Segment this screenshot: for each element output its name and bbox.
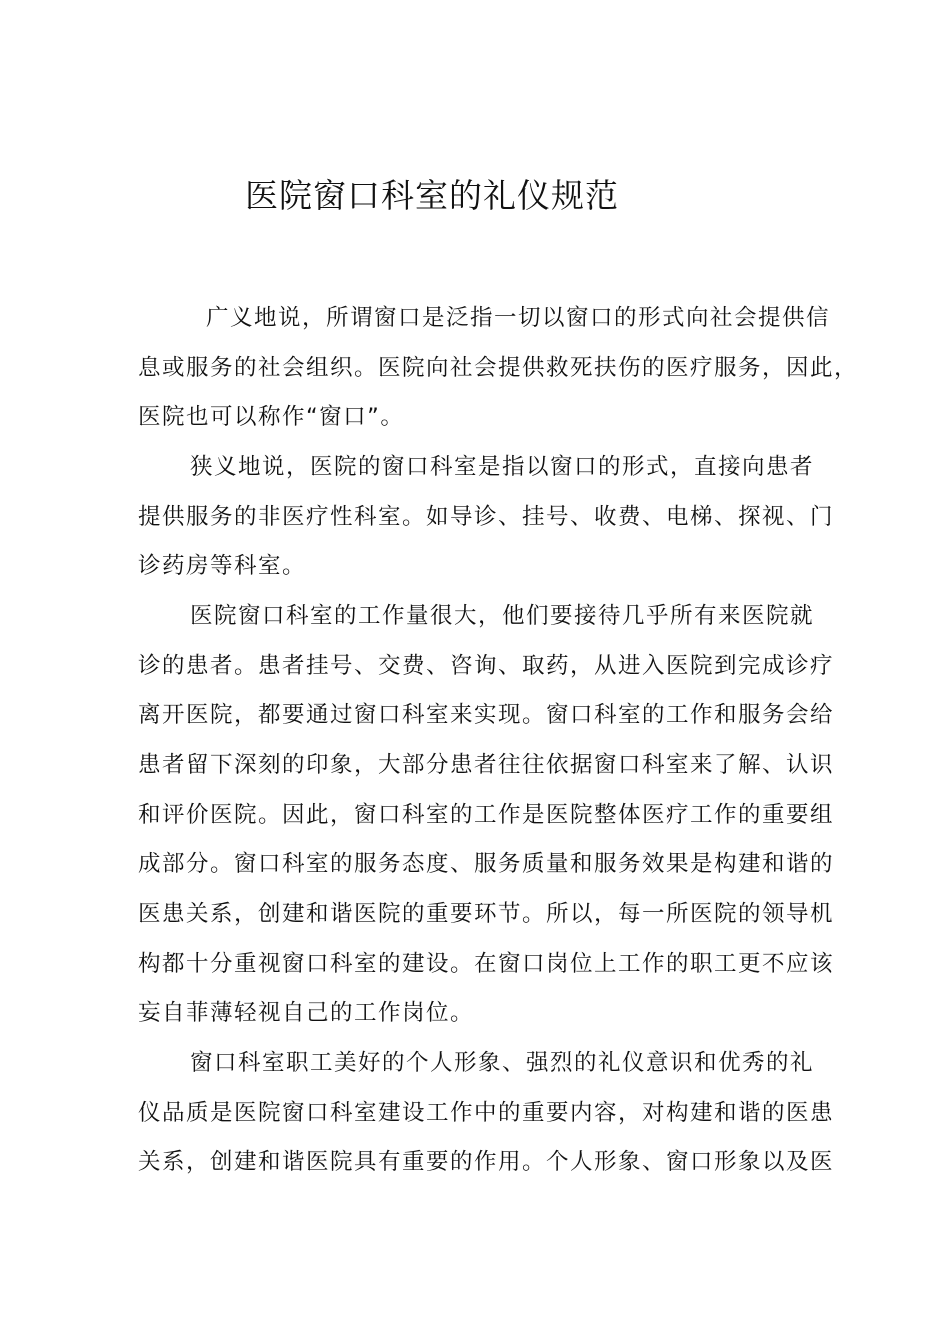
text-line-11: 和评价医院。因此，窗口科室的工作是医院整体医疗工作的重要组 (138, 802, 835, 828)
text-line-15: 妄自菲薄轻视自己的工作岗位。 (138, 1000, 475, 1026)
text-line-10: 患者留下深刻的印象，大部分患者往往依据窗口科室来了解、认识 (138, 752, 835, 778)
text-line-8: 诊的患者。患者挂号、交费、咨询、取药，从进入医院到完成诊疗 (138, 653, 835, 679)
text-line-6: 诊药房等科室。 (138, 553, 307, 579)
text-line-16: 窗口科室职工美好的个人形象、强烈的礼仪意识和优秀的礼 (190, 1050, 815, 1076)
text-line-1: 广义地说，所谓窗口是泛指一切以窗口的形式向社会提供信 (206, 305, 831, 331)
document-title: 医院窗口科室的礼仪规范 (245, 176, 619, 215)
text-line-14: 构都十分重视窗口科室的建设。在窗口岗位上工作的职工更不应该 (138, 951, 835, 977)
text-line-13: 医患关系，创建和谐医院的重要环节。所以，每一所医院的领导机 (138, 901, 835, 927)
text-line-17: 仪品质是医院窗口科室建设工作中的重要内容，对构建和谐的医患 (138, 1100, 835, 1126)
text-line-7: 医院窗口科室的工作量很大，他们要接待几乎所有来医院就 (190, 603, 815, 629)
text-line-9: 离开医院，都要通过窗口科室来实现。窗口科室的工作和服务会给 (138, 702, 835, 728)
text-line-5: 提供服务的非医疗性科室。如导诊、挂号、收费、电梯、探视、门 (138, 504, 835, 530)
text-line-4: 狭义地说，医院的窗口科室是指以窗口的形式，直接向患者 (190, 454, 815, 480)
text-line-12: 成部分。窗口科室的服务态度、服务质量和服务效果是构建和谐的 (138, 851, 835, 877)
text-line-2: 息或服务的社会组织。医院向社会提供救死扶伤的医疗服务，因此， (138, 355, 859, 381)
text-line-3: 医院也可以称作“窗口”。 (138, 404, 405, 430)
text-line-18: 关系，创建和谐医院具有重要的作用。个人形象、窗口形象以及医 (138, 1149, 835, 1175)
